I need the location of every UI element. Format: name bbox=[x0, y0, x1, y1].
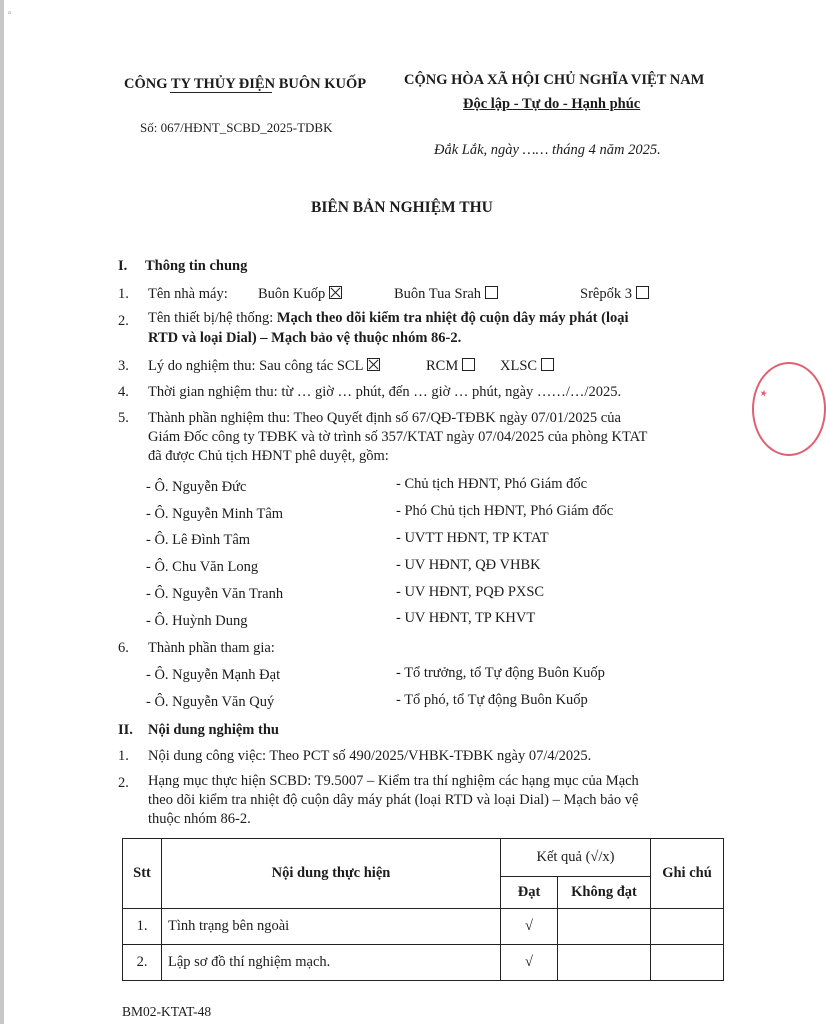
row-stt: 2. bbox=[123, 945, 162, 981]
row-fail bbox=[558, 909, 651, 945]
row-stt: 1. bbox=[123, 909, 162, 945]
row-pass: √ bbox=[501, 945, 558, 981]
checked-box-icon[interactable] bbox=[329, 286, 342, 299]
member-name: - Ô. Nguyễn Đức bbox=[146, 479, 247, 495]
form-code: BM02-KTAT-48 bbox=[122, 1004, 212, 1019]
section-1-title: Thông tin chung bbox=[145, 258, 248, 274]
s2-item-1-number: 1. bbox=[118, 748, 129, 764]
item-1-number: 1. bbox=[118, 286, 129, 302]
reason-option-label: RCM bbox=[426, 358, 459, 374]
checkbox-icon[interactable] bbox=[462, 358, 475, 371]
participant-role: - Tổ trưởng, tổ Tự động Buôn Kuốp bbox=[396, 665, 605, 681]
member-name: - Ô. Nguyễn Văn Tranh bbox=[146, 586, 284, 602]
inspection-time: Thời gian nghiệm thu: từ … giờ … phút, đến … giờ … phút, ngày ……/…/2025. bbox=[148, 384, 622, 400]
participant-role: - Tổ phó, tổ Tự động Buôn Kuốp bbox=[396, 692, 588, 708]
plant-option-buon-kuop[interactable] bbox=[258, 286, 342, 303]
equipment-label: Tên thiết bị/hệ thống: bbox=[148, 310, 277, 326]
member-role: - UV HĐNT, QĐ VHBK bbox=[396, 557, 541, 573]
item-4-number: 4. bbox=[118, 384, 129, 400]
member-role: - Phó Chủ tịch HĐNT, Phó Giám đốc bbox=[396, 503, 614, 519]
item-5-number: 5. bbox=[118, 410, 129, 426]
member-name: - Ô. Lê Đình Tâm bbox=[146, 532, 251, 548]
plant-option-label: Buôn Kuốp bbox=[258, 286, 326, 302]
member-role: - UV HĐNT, TP KHVT bbox=[396, 610, 536, 626]
plant-label: Tên nhà máy: bbox=[148, 286, 228, 302]
section-2-number: II. bbox=[118, 722, 133, 738]
reason-scl[interactable] bbox=[148, 358, 380, 375]
equipment-name: Mạch theo dõi kiểm tra nhiệt độ cuộn dây máy phát (loại bbox=[276, 310, 629, 326]
checkbox-icon[interactable] bbox=[485, 286, 498, 299]
col-header-fail: Không đạt bbox=[558, 877, 651, 909]
checkbox-icon[interactable] bbox=[541, 358, 554, 371]
national-motto: Độc lập - Tự do - Hạnh phúc bbox=[463, 96, 641, 112]
equipment-line-2: RTD và loại Dial) – Mạch bảo vệ thuộc nhóm 86-2. bbox=[148, 330, 462, 346]
participant-name: - Ô. Nguyễn Văn Quý bbox=[146, 694, 275, 710]
scope-line-1: Hạng mục thực hiện SCBD: T9.5007 – Kiểm tra thí nghiệm các hạng mục của Mạch bbox=[148, 773, 639, 789]
scope-line-3: thuộc nhóm 86-2. bbox=[148, 811, 251, 827]
col-header-content: Nội dung thực hiện bbox=[162, 839, 501, 909]
committee-line-2: Giám Đốc công ty TĐBK và tờ trình số 357/KTAT ngày 07/04/2025 của phòng KTAT bbox=[148, 429, 648, 445]
scope-line-2: theo dõi kiểm tra nhiệt độ cuộn dây máy phát (loại RTD và loại Dial) – Mạch bảo vệ bbox=[148, 792, 639, 808]
company-name: CÔNG TY THỦY ĐIỆN BUÔN KUỐP bbox=[124, 76, 367, 92]
republic-heading: CỘNG HÒA XÃ HỘI CHỦ NGHĨA VIỆT NAM bbox=[404, 72, 705, 88]
table-row bbox=[123, 945, 724, 981]
document-title: BIÊN BẢN NGHIỆM THU bbox=[311, 199, 493, 216]
item-2-number: 2. bbox=[118, 313, 129, 329]
reason-rcm[interactable] bbox=[426, 358, 475, 375]
table-row bbox=[123, 909, 724, 945]
member-name: - Ô. Chu Văn Long bbox=[146, 559, 259, 575]
page-left-edge bbox=[0, 0, 4, 1024]
checkbox-icon[interactable] bbox=[636, 286, 649, 299]
scan-corner-mark: ₐ bbox=[8, 4, 12, 16]
work-content: Nội dung công việc: Theo PCT số 490/2025/VHBK-TĐBK ngày 07/4/2025. bbox=[148, 748, 592, 764]
reason-xlsc[interactable] bbox=[500, 358, 554, 375]
member-role: - Chủ tịch HĐNT, Phó Giám đốc bbox=[396, 476, 588, 492]
reason-option-label: XLSC bbox=[500, 358, 538, 374]
section-1-number: I. bbox=[118, 258, 128, 274]
row-content: Lập sơ đồ thí nghiệm mạch. bbox=[162, 945, 501, 981]
reason-label: Lý do nghiệm thu: Sau công tác SCL bbox=[148, 358, 364, 374]
col-header-result: Kết quả (√/x) bbox=[501, 839, 651, 877]
member-name: - Ô. Nguyễn Minh Tâm bbox=[146, 506, 284, 522]
row-pass: √ bbox=[501, 909, 558, 945]
col-header-pass: Đạt bbox=[501, 877, 558, 909]
checked-box-icon[interactable] bbox=[367, 358, 380, 371]
equipment-line-1 bbox=[148, 310, 726, 327]
results-table bbox=[122, 838, 724, 981]
plant-option-label: Srêpốk 3 bbox=[580, 286, 632, 302]
company-underline bbox=[170, 92, 272, 93]
plant-option-label: Buôn Tua Srah bbox=[394, 286, 482, 302]
committee-line-1: Thành phần nghiệm thu: Theo Quyết định số 67/QĐ-TĐBK ngày 07/01/2025 của bbox=[148, 410, 621, 426]
row-note bbox=[651, 945, 724, 981]
member-role: - UV HĐNT, PQĐ PXSC bbox=[396, 584, 545, 600]
col-header-stt: Stt bbox=[123, 839, 162, 909]
place-date: Đắk Lắk, ngày …… tháng 4 năm 2025. bbox=[434, 142, 661, 158]
col-header-note: Ghi chú bbox=[651, 839, 724, 909]
participants-label: Thành phần tham gia: bbox=[148, 640, 275, 656]
item-6-number: 6. bbox=[118, 640, 129, 656]
member-role: - UVTT HĐNT, TP KTAT bbox=[396, 530, 549, 546]
plant-option-srepok-3[interactable] bbox=[580, 286, 649, 303]
document-number: Số: 067/HĐNT_SCBD_2025-TDBK bbox=[140, 120, 333, 135]
plant-option-buon-tua-srah[interactable] bbox=[394, 286, 498, 303]
row-fail bbox=[558, 945, 651, 981]
committee-line-3: đã được Chủ tịch HĐNT phê duyệt, gồm: bbox=[148, 448, 389, 464]
s2-item-2-number: 2. bbox=[118, 775, 129, 791]
row-content: Tình trạng bên ngoài bbox=[162, 909, 501, 945]
section-2-title: Nội dung nghiệm thu bbox=[148, 722, 279, 738]
row-note bbox=[651, 909, 724, 945]
red-seal-stamp: ★ bbox=[752, 362, 826, 456]
participant-name: - Ô. Nguyễn Mạnh Đạt bbox=[146, 667, 281, 683]
member-name: - Ô. Huỳnh Dung bbox=[146, 613, 248, 629]
item-3-number: 3. bbox=[118, 358, 129, 374]
